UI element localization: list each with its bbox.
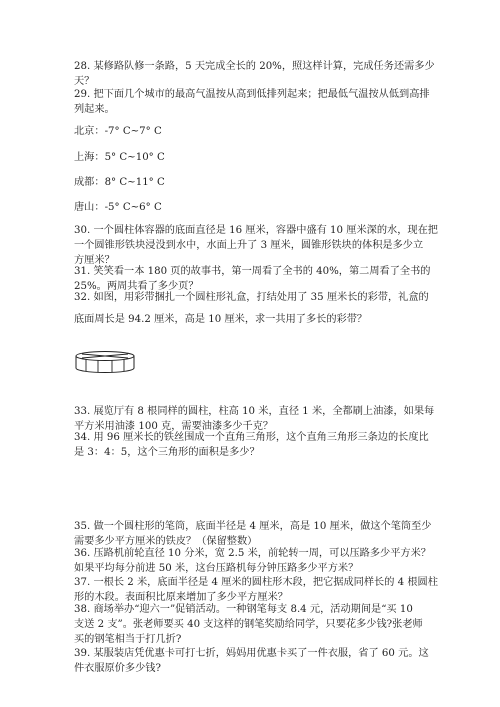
question-30-line-2: 一个圆锥形铁块浸没到水中，水面上升了 3 厘米，圆锥形铁块的体积是多少立 <box>74 240 424 251</box>
question-39-line-1: 39. 某服装店凭优惠卡可打七折，妈妈用优惠卡买了一件衣服，省了 60 元。这 <box>74 648 429 659</box>
question-35-line-1: 35. 做一个圆柱形的笔筒，底面半径是 4 厘米，高是 10 厘米，做这个笔筒至少 <box>74 521 432 532</box>
city-row-tangshan <box>74 200 162 215</box>
question-38-line-3: 买的钢笔相当于打几折? <box>74 634 182 645</box>
question-33-line-1: 33. 展览厅有 8 根同样的圆柱，柱高 10 米，直径 1 米，全都刷上油漆，如果每 <box>74 406 435 417</box>
question-29 <box>74 87 446 117</box>
city-row-chengdu <box>74 175 165 190</box>
question-28-line-1: 28. 某修路队修一条路，5 天完成全长的 20%，照这样计算，完成任务还需多少 <box>74 61 435 72</box>
city-temp-range: -5° C~6° C <box>104 202 162 213</box>
question-30-line-1: 30. 一个圆柱体容器的底面直径是 16 厘米，容器中盛有 10 厘米深的水，现在把 <box>74 225 438 236</box>
question-38-line-2: 支送 2 支”。张老师要买 40 支这样的钢笔奖励给同学，只要花多少钱?张老师 <box>74 619 423 630</box>
city-colon: ： <box>94 202 105 213</box>
question-32-continued <box>74 312 446 327</box>
question-30-line-3: 方厘米？ <box>74 255 115 266</box>
question-28 <box>74 59 446 89</box>
city-name: 唐山 <box>74 202 95 213</box>
question-37-line-1: 37. 一根长 2 米，底面半径是 4 厘米的圆柱形木段，把它据成同样长的 4 根圆柱 <box>74 577 438 588</box>
question-39 <box>74 646 446 676</box>
question-29-line-1: 29. 把下面几个城市的最高气温按从高到低排列起来；把最低气温按从低到高排 <box>74 89 430 100</box>
ribbon-tied-cylinder-figure <box>72 348 138 376</box>
question-36 <box>74 546 446 576</box>
question-36-line-1: 36. 压路机前轮直径 10 分米，宽 2.5 米，前轮转一周，可以压路多少平方米？ <box>74 548 431 559</box>
question-32-line-2: 底面周长是 94.2 厘米，高是 10 厘米，求一共用了多长的彩带？ <box>74 314 368 325</box>
city-row-shanghai <box>74 150 165 165</box>
question-30 <box>74 223 446 268</box>
question-38-line-1: 38. 商场举办“迎六一”促销活动。一种钢笔每支 8.4 元，活动期间是“买 10 <box>74 604 413 615</box>
question-33-line-2: 平方米用油漆 100 克，需要油漆多少千克？ <box>74 421 274 432</box>
question-37-line-2: 形的木段。表面积比原来增加了多少平方厘米？ <box>74 592 288 603</box>
city-name: 成都 <box>74 177 95 188</box>
question-28-line-2: 天？ <box>74 76 95 87</box>
city-colon: ： <box>94 126 105 137</box>
question-34-line-1: 34. 用 96 厘米长的铁丝围成一个直角三角形，这个直角三角形三条边的长度比 <box>74 432 429 443</box>
question-32-line-1: 32. 如图，用彩带捆扎一个圆柱形礼盒，打结处用了 35 厘米长的彩带，礼盒的 <box>74 292 429 303</box>
city-temp-range: -7° C~7° C <box>104 126 162 137</box>
city-name: 上海 <box>74 152 95 163</box>
city-name: 北京 <box>74 126 95 137</box>
question-35-line-2: 需要多少平方厘米的铁皮？（保留整数） <box>74 536 258 547</box>
city-row-beijing <box>74 124 162 139</box>
question-31-line-2: 25%。两周共看了多少页？ <box>74 281 199 292</box>
question-35 <box>74 519 446 549</box>
city-colon: ： <box>94 177 105 188</box>
question-38 <box>74 602 446 647</box>
question-32 <box>74 290 446 305</box>
city-temp-range: 8° C~11° C <box>104 177 165 188</box>
question-36-line-2: 如果平均每分前进 50 米，这台压路机每分钟压路多少平方米？ <box>74 563 359 574</box>
question-31-line-1: 31. 笑笑看一本 180 页的故事书，第一周看了全书的 40%，第二周看了全书的 <box>74 266 431 277</box>
question-39-line-2: 件衣服原价多少钱? <box>74 663 161 674</box>
city-colon: ： <box>94 152 105 163</box>
question-34-line-2: 是 3：4：5，这个三角形的面积是多少？ <box>74 447 260 458</box>
city-temp-range: 5° C~10° C <box>104 152 165 163</box>
question-34 <box>74 430 446 460</box>
question-37 <box>74 575 446 605</box>
question-29-line-2: 列起来。 <box>74 104 115 115</box>
